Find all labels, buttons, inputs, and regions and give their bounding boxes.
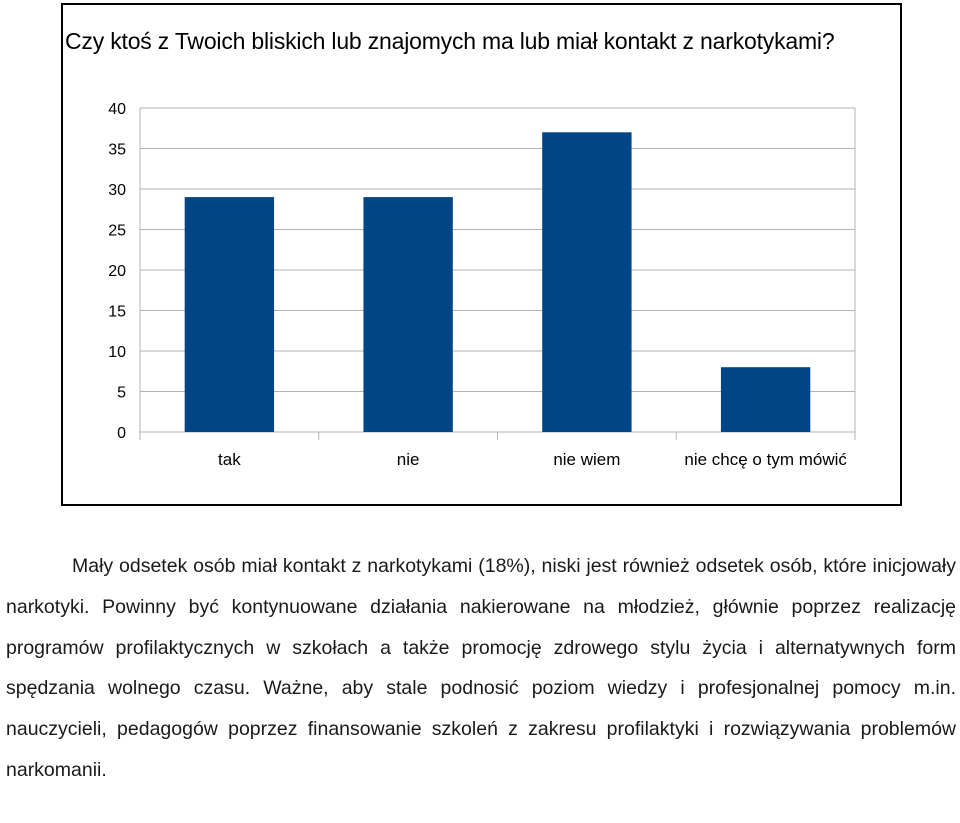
bar xyxy=(721,367,810,432)
x-tick-label: nie wiem xyxy=(553,450,621,469)
paragraph: Mały odsetek osób miał kontakt z narkotykami (18%), niski jest również odsetek osób, które inicjowały narkotyki. Powinny być kontynuowane działania nakierowane na młodzież, głównie poprzez realizację programów profilaktycznych w szkołach a także promocję zdrowego stylu życia i alternatywnych form spędzania wolnego czasu. Ważne, aby stale podnosić poziom wiedzy i profesjonalnej pomocy m.in. nauczycieli, pedagogów poprzez finansowanie szkoleń z zakresu profilaktyki i rozwiązywania problemów narkomanii. xyxy=(6,555,956,781)
x-tick-label: tak xyxy=(218,450,241,469)
y-tick-label: 0 xyxy=(117,425,126,442)
y-tick-label: 40 xyxy=(108,101,126,118)
bar xyxy=(542,132,631,432)
y-tick-label: 35 xyxy=(108,141,126,159)
x-tick-label: nie chcę o tym mówić xyxy=(684,450,847,469)
y-tick-label: 5 xyxy=(117,384,126,402)
y-tick-label: 30 xyxy=(108,182,126,199)
y-tick-label: 20 xyxy=(108,263,126,280)
chart-title: Czy ktoś z Twoich bliskich lub znajomych ma lub miał kontakt z narkotykami? xyxy=(65,28,835,54)
body-text xyxy=(6,546,956,791)
x-tick-label: nie xyxy=(396,450,420,469)
y-tick-label: 10 xyxy=(108,344,126,361)
y-tick-label: 15 xyxy=(108,303,126,321)
bar xyxy=(363,197,452,432)
y-tick-label: 25 xyxy=(108,222,126,240)
bar xyxy=(185,197,274,432)
